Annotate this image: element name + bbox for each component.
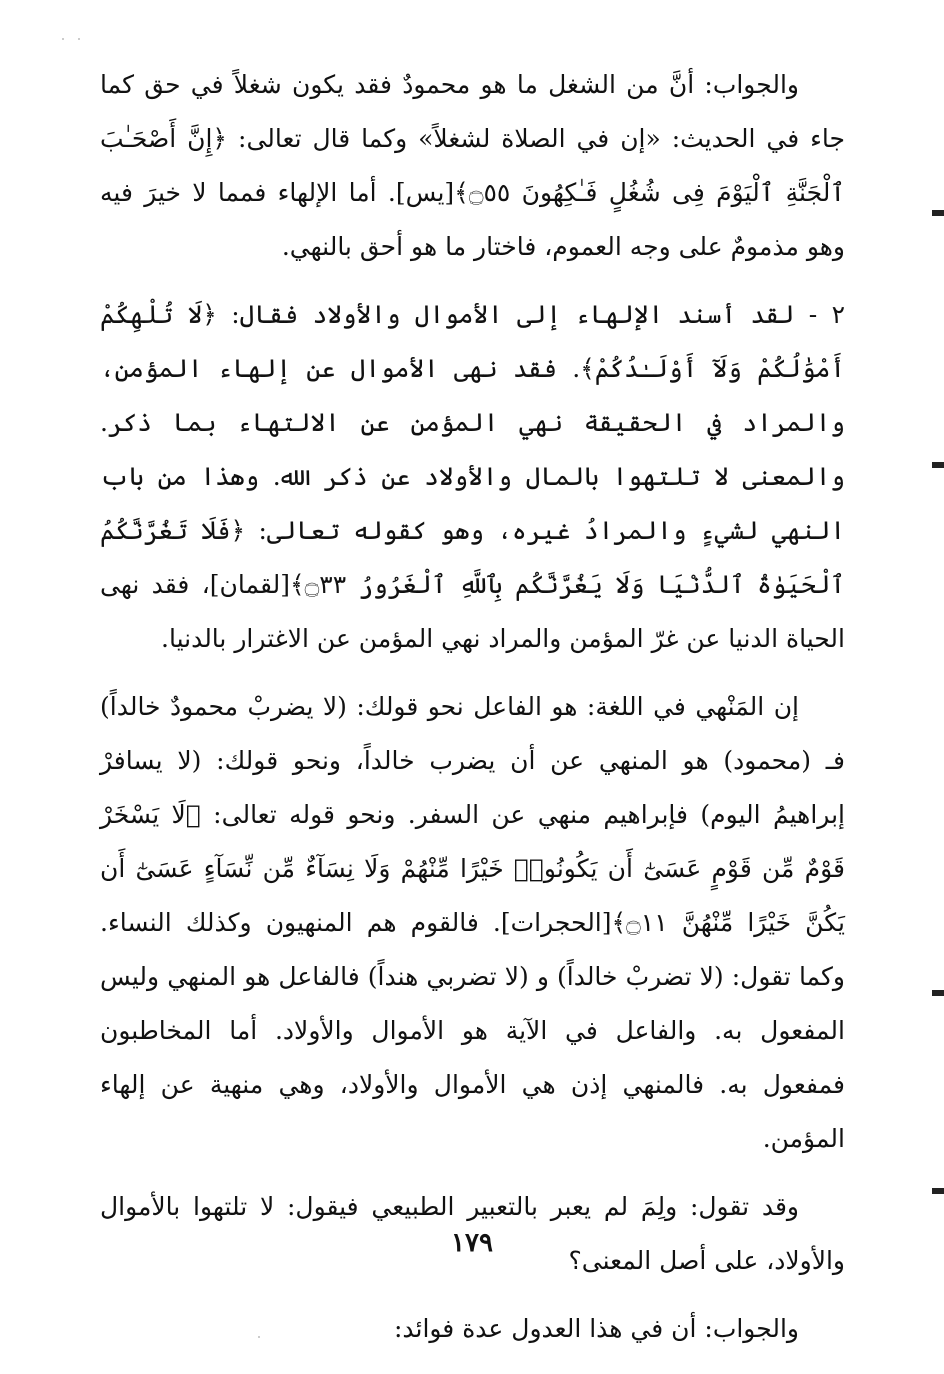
- scan-edge-mark: [932, 462, 944, 468]
- scan-speck: [258, 1336, 260, 1338]
- paragraph-prohibited-subject: إن المَنْهي في اللغة: هو الفاعل نحو قولك: (لا يضربْ محمودٌ خالداً) فـ (محمود) هو المنهي عن أن يضرب خالداً، ونحو قولك: (لا يسافرْ إبراهيمُ اليوم) فإبراهيم منهي عن السفر. ونحو قوله تعالى: ﴿لَا يَسْخَرْ قَوْمٌ مِّن قَوْمٍ عَسَىٰٓ أَن يَكُونُوا۟ خَيْرًا مِّنْهُمْ وَلَا نِسَآءٌ مِّن نِّسَآءٍ عَسَىٰٓ أَن يَكُنَّ خَيْرًا مِّنْهُنَّ ۝١١﴾[الحجرات]. فالقوم هم المنهيون وكذلك النساء. وكما تقول: (لا تضربْ خالداً) و (لا تضربي هنداً) فالفاعل هو المنهي وليس المفعول به. والفاعل في الآية هو الأموال والأولاد. أما المخاطبون فمفعول به. فالمنهي إذن هي الأموال والأولاد، وهي منهية عن إلهاء المؤمن.: [100, 692, 845, 1153]
- scan-edge-mark: [932, 990, 944, 996]
- page-body: [100, 58, 845, 1356]
- scan-speck: [78, 38, 80, 40]
- page-number: ١٧٩: [451, 1228, 493, 1258]
- scan-edge-mark: [932, 1188, 944, 1194]
- paragraph-point-2: ٢ - لقد أسند الإلهاء إلى الأموال والأولاد فقال: ﴿لَا تُلْهِكُمْ أَمْوَٰلُكُمْ وَلَآ أَوْلَـٰدُكُمْ﴾. فقد نهى الأموال عن إلهاء المؤمن، والمراد في الحقيقة نهي المؤمن عن الالتهاء بما ذكر. والمعنى لا تلتهوا بالمال والأولاد عن ذكر الله. وهذا من باب النهي لشيءٍ والمرادُ غيره، وهو كقوله تعالى: ﴿فَلَا تَغُرَّنَّكُمُ ٱلْحَيَوٰةُ ٱلدُّنْيَا وَلَا يَغُرَّنَّكُم بِٱللَّهِ ٱلْغَرُورُ ۝٣٣﴾[لقمان]، فقد نهى الحياة الدنيا عن غرّ المؤمن والمراد نهي المؤمن عن الاغترار بالدنيا.: [100, 300, 845, 653]
- paragraph-answer-benefits: والجواب: أن في هذا العدول عدة فوائد:: [393, 1314, 799, 1343]
- scan-edge-mark: [932, 210, 944, 216]
- paragraph-question: وقد تقول: ولِمَ لم يعبر بالتعبير الطبيعي فيقول: لا تلتهوا بالأموال والأولاد، على أصل المعنى؟: [100, 1192, 845, 1275]
- paragraph-answer-busyness: والجواب: أنَّ من الشغل ما هو محمودٌ فقد يكون شغلاً في حق كما جاء في الحديث: «إن في الصلاة لشغلاً» وكما قال تعالى: ﴿إِنَّ أَصْحَـٰبَ ٱلْجَنَّةِ ٱلْيَوْمَ فِى شُغُلٍ فَـٰكِهُونَ ۝٥٥﴾[يس]. أما الإلهاء فمما لا خيرَ فيه وهو مذمومٌ على وجه العموم، فاختار ما هو أحق بالنهي.: [100, 70, 845, 261]
- scan-speck: [62, 38, 64, 40]
